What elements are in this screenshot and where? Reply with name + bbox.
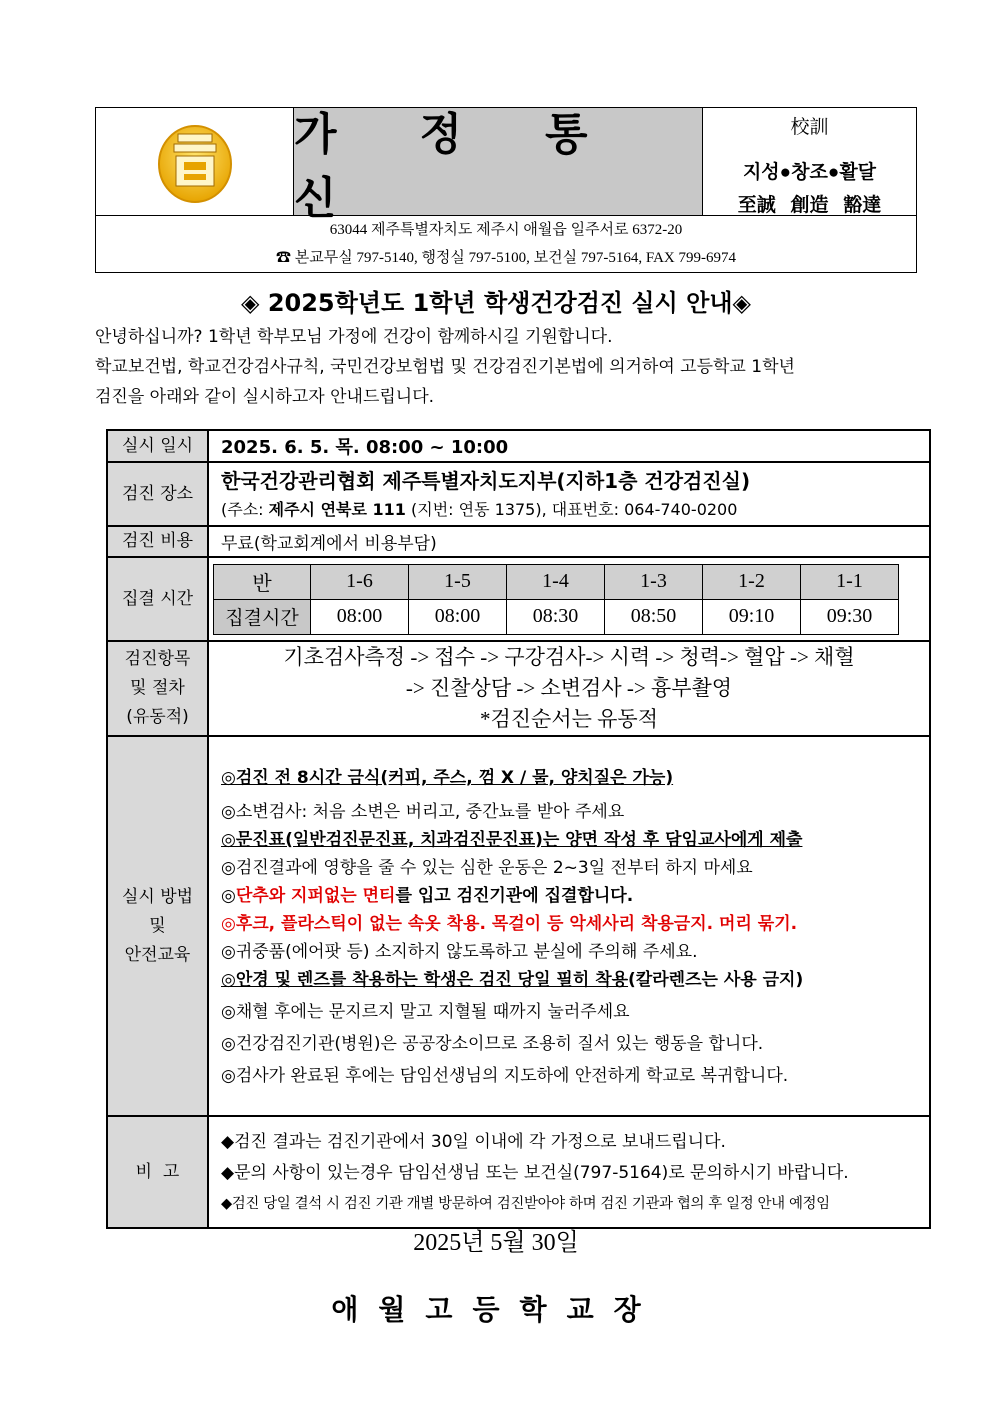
items-label-line: 검진항목: [124, 649, 191, 669]
method-item: ◎채혈 후에는 문지르지 말고 지혈될 때까지 눌러주세요: [221, 1002, 630, 1022]
time-header: 집결시간: [214, 599, 311, 634]
principal-signature: 애월고등학교장: [331, 1295, 661, 1326]
intro-line: 학교보건법, 학교건강검사규칙, 국민건강보험법 및 건강검진기본법에 의거하여 고등학교 1학년: [95, 357, 795, 377]
time-cell: 09:10: [703, 599, 801, 634]
newsletter-title: 가 정 통 신: [294, 108, 703, 216]
row-note: [107, 1116, 930, 1228]
method-item: [221, 882, 929, 910]
note-items: [221, 1121, 929, 1224]
class-cell: 1-4: [507, 564, 605, 599]
place-value: [208, 462, 930, 526]
method-item: [221, 966, 929, 994]
issue-date: 2025년 5월 30일: [413, 1230, 579, 1256]
intro-text: [95, 322, 905, 412]
row-cost: [107, 526, 930, 557]
method-item: ◎검진결과에 영향을 줄 수 있는 심한 운동은 2~3일 전부터 하지 마세요: [221, 858, 753, 878]
time-cell: 08:30: [507, 599, 605, 634]
steps-line: 기초검사측정 -> 접수 -> 구강검사-> 시력 -> 청력-> 혈압 -> 채혈: [283, 645, 855, 669]
note-item: ◆문의 사항이 있는경우 담임선생님 또는 보건실(797-5164)로 문의하시기 바랍니다.: [221, 1162, 849, 1183]
class-cell: 1-5: [409, 564, 507, 599]
items-label-line: (유동적): [126, 707, 189, 727]
place-address: [221, 497, 929, 523]
addr-prefix: (주소:: [221, 500, 269, 519]
note-list: [208, 1116, 930, 1228]
motto-hanja: 至誠 創造 豁達: [737, 195, 882, 216]
intro-line: 검진을 아래와 같이 실시하고자 안내드립니다.: [95, 387, 435, 407]
document-title: ◈ 2025학년도 1학년 학생건강검진 실시 안내◈: [241, 289, 751, 317]
school-emblem-icon: [156, 120, 234, 204]
place-name: 한국건강관리협회 제주특별자치도지부(지하1층 건강검진실): [221, 469, 751, 493]
method-item: ◎검사가 완료된 후에는 담임선생님의 지도하에 안전하게 학교로 복귀합니다.: [221, 1066, 789, 1086]
schedule-header-row: [214, 564, 899, 599]
intro-line: 안녕하십니까? 1학년 학부모님 가정에 건강이 함께하시길 기원합니다.: [95, 327, 613, 347]
contact-info: [96, 216, 916, 272]
method-label-line: 및: [149, 915, 166, 936]
items-label-line: 및 절차: [130, 678, 185, 698]
time-cell: 08:00: [409, 599, 507, 634]
method-list: [208, 736, 930, 1116]
gather-schedule: [208, 557, 930, 641]
motto-korean: 지성●창조●활달: [742, 162, 877, 183]
method-label: [107, 736, 208, 1116]
cost-value: 무료(학교회계에서 비용부담): [208, 526, 930, 557]
motto-heading: 校訓: [790, 117, 829, 138]
class-header: 반: [214, 564, 311, 599]
method-item: ◎소변검사: 처음 소변은 버리고, 중간뇨를 받아 주세요: [221, 802, 625, 822]
row-place: [107, 462, 930, 526]
letterhead: [95, 107, 917, 273]
steps-line: -> 진찰상담 -> 소변검사 -> 흉부촬영: [405, 676, 733, 700]
method-highlight: 단추와 지퍼없는 면티: [235, 886, 396, 906]
row-date: [107, 430, 930, 462]
method-bullet: ◎: [221, 886, 236, 906]
time-cell: 09:30: [801, 599, 899, 634]
method-item: ◎귀중품(에어팟 등) 소지하지 않도록하고 분실에 주의해 주세요.: [221, 942, 698, 962]
place-label: 검진 장소: [107, 462, 208, 526]
date-label: 실시 일시: [107, 430, 208, 462]
schedule-table: [213, 564, 899, 635]
steps-note: *검진순서는 유동적: [479, 707, 659, 731]
note-item: ◆검진 결과는 검진기관에서 30일 이내에 각 가정으로 보내드립니다.: [221, 1131, 726, 1152]
method-text: ◎안경 및 렌즈를 착용하는 학생은 검진 당일 필히 착용: [221, 970, 629, 990]
date-value: 2025. 6. 5. 목. 08:00 ~ 10:00: [208, 430, 930, 462]
schedule-time-row: [214, 599, 899, 634]
checkup-info-table: [106, 429, 931, 1229]
addr-suffix: (지번: 연동 1375), 대표번호: 064-740-0200: [405, 500, 738, 519]
method-items: [221, 740, 929, 1112]
class-cell: 1-1: [801, 564, 899, 599]
method-text: 를 입고 검진기관에 집결합니다.: [395, 886, 634, 906]
procedure-steps: [209, 642, 929, 735]
phone-numbers: ☎ 본교무실 797-5140, 행정실 797-5100, 보건실 797-5164, FAX 799-6974: [275, 250, 737, 266]
class-cell: 1-3: [605, 564, 703, 599]
school-logo: [96, 108, 294, 216]
method-item: ◎후크, 플라스틱이 없는 속옷 착용. 목걸이 등 악세사리 착용금지. 머리 묶기.: [221, 914, 798, 934]
method-item: ◎건강검진기관(병원)은 공공장소이므로 조용히 질서 있는 행동을 합니다.: [221, 1034, 764, 1054]
class-cell: 1-2: [703, 564, 801, 599]
time-cell: 08:00: [311, 599, 409, 634]
school-motto: [703, 108, 916, 216]
row-gather: [107, 557, 930, 641]
note-label: 비 고: [107, 1116, 208, 1228]
addr-street: 제주시 연북로 111: [268, 500, 406, 519]
method-label-line: 실시 방법: [121, 886, 194, 907]
row-method: [107, 736, 930, 1116]
class-cell: 1-6: [311, 564, 409, 599]
gather-label: 집결 시간: [107, 557, 208, 641]
items-label: [107, 641, 208, 736]
method-item: ◎검진 전 8시간 금식(커피, 주스, 껌 X / 물, 양치질은 가능): [221, 768, 674, 788]
method-text: (칼라렌즈는 사용 금지): [628, 970, 804, 990]
note-item: ◆검진 당일 결석 시 검진 기관 개별 방문하여 검진받아야 하며 검진 기관과 협의 후 일정 안내 예정임: [221, 1195, 830, 1212]
items-procedure: [208, 641, 930, 736]
time-cell: 08:50: [605, 599, 703, 634]
method-item: ◎문진표(일반검진문진표, 치과검진문진표)는 양면 작성 후 담임교사에게 제출: [221, 830, 803, 850]
row-items: [107, 641, 930, 736]
method-label-line: 안전교육: [124, 944, 191, 965]
school-address: 63044 제주특별자치도 제주시 애월읍 일주서로 6372-20: [329, 222, 683, 238]
cost-label: 검진 비용: [107, 526, 208, 557]
